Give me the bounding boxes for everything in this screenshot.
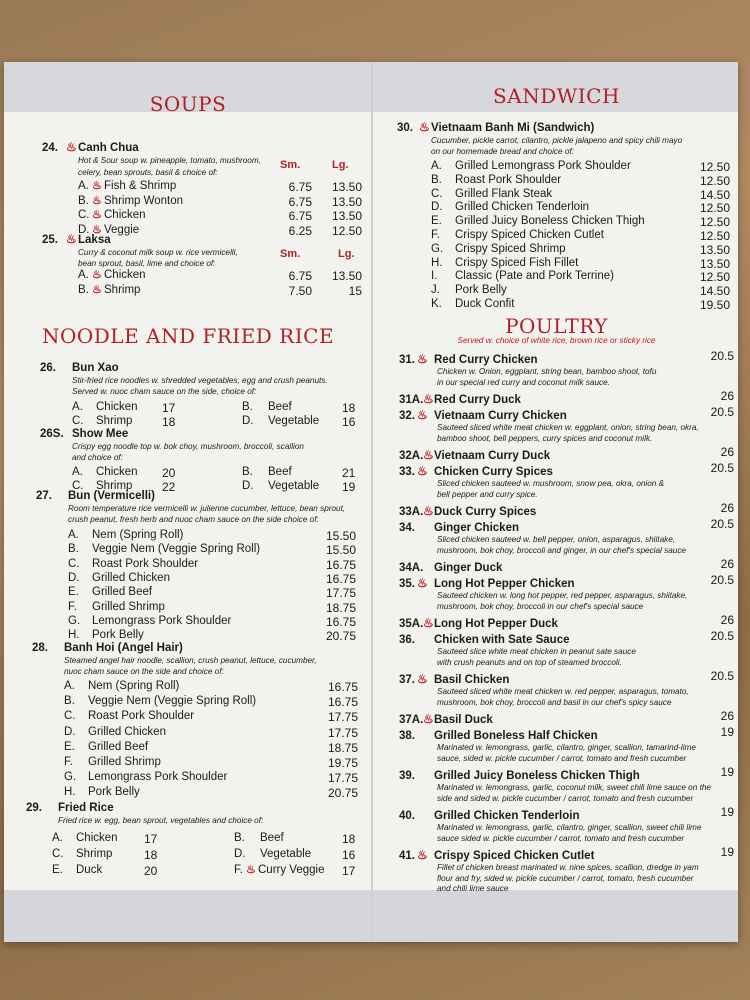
option-letter: B.: [68, 543, 79, 556]
option-name: Chicken: [96, 466, 138, 478]
price-large: 12.50: [331, 223, 362, 238]
item-name: Grilled Boneless Half Chicken: [434, 730, 598, 742]
item-description: and choice of:: [72, 453, 123, 462]
item-name: Vietnaam Banh Mi (Sandwich): [431, 122, 595, 134]
option-name: Roast Pork Shoulder: [92, 557, 199, 570]
item-number: 32.: [399, 410, 415, 422]
item-name: Chicken with Sate Sauce: [434, 634, 570, 646]
item-description: Sliced chicken sauteed w. mushroom, snow pea, okra, onion &: [437, 479, 665, 488]
option-name: Lemongrass Pork Shoulder: [92, 614, 232, 627]
item-description: mushroom, bok choy, broccoli in our chef's special sauce: [437, 601, 644, 611]
noodle-title: NOODLE AND FRIED RICE: [41, 324, 335, 348]
option-letter: C.: [68, 557, 80, 570]
item-description: in our special red curry and coconut milk sauce.: [437, 377, 610, 387]
option-letter: G.: [68, 614, 81, 627]
item-number: 24.: [42, 142, 58, 154]
option-name: Roast Pork Shoulder: [88, 710, 195, 723]
option-letter: E.: [68, 586, 79, 599]
chili-pepper-icon: ♨: [417, 352, 428, 366]
chili-pepper-icon: ♨: [423, 448, 434, 462]
option-name: Shrimp: [104, 284, 141, 296]
option-price: 18: [144, 848, 158, 862]
option-price: 18.75: [327, 740, 358, 755]
item-description: and chili lime sauce: [437, 884, 509, 893]
sandwich-title: SANDWICH: [493, 84, 620, 108]
item-price: 20.5: [710, 629, 734, 643]
option-letter: K.: [431, 298, 442, 310]
option-name: Lemongrass Pork Shoulder: [88, 771, 228, 784]
item-number: 34A.: [399, 562, 424, 574]
item-name: Bun (Vermicelli): [68, 490, 155, 502]
option-price: 17.75: [327, 725, 358, 740]
option-price: 17: [162, 401, 176, 415]
option-letter: B.: [431, 173, 442, 186]
option-name: Vegetable: [268, 415, 320, 427]
option-name: Grilled Juicy Boneless Chicken Thigh: [455, 215, 645, 228]
poultry-subtitle: Served w. choice of white rice, brown rice or sticky rice: [457, 336, 656, 345]
option-letter: G.: [64, 771, 77, 784]
item-price: 20.5: [710, 573, 734, 587]
item-description: Sliced chicken sauteed w. bell pepper, onion, asparagus, shiitake,: [437, 535, 676, 544]
item-description: Hot & Sour soup w. pineapple, tomato, mushroom,: [78, 156, 261, 165]
option-price: 19.75: [327, 756, 358, 770]
option-price: 14.50: [699, 284, 730, 299]
item-number: 33A.: [399, 506, 424, 518]
option-letter: E.: [64, 740, 75, 753]
item-number: 37.: [399, 674, 415, 686]
option-name: Fish & Shrimp: [104, 180, 177, 192]
item-description: sauce, sided w. pickle cucumber / carrot, tomato and fresh cucumber: [437, 753, 687, 763]
option-price: 15.50: [325, 529, 356, 543]
item-name: Red Curry Chicken: [434, 354, 538, 366]
price-small: 7.50: [288, 284, 312, 298]
option-price: 16.75: [325, 557, 356, 572]
option-letter: H.: [64, 786, 76, 799]
item-price: 19: [720, 765, 734, 779]
price-small: 6.75: [288, 269, 312, 283]
item-description: Room temperature rice vermicelli w. julienne cucumber, lettuce, bean sprout,: [68, 504, 346, 513]
item-description: Fried rice w. egg, bean sprout, vegetables and choice of:: [58, 816, 264, 825]
option-name: Roast Pork Shoulder: [455, 173, 562, 186]
item-description: Marinated w. lemongrass, garlic, cilantro, ginger, scallion, tamarind-lime: [437, 743, 696, 752]
price-small: 6.75: [288, 194, 312, 209]
item-description: Sauteed sliced white meat chicken w. eggplant, onion, string bean, okra,: [437, 423, 699, 432]
item-name: Ginger Duck: [434, 562, 503, 574]
menu-page: [4, 62, 738, 942]
option-letter: D.: [64, 725, 76, 738]
item-number: 30.: [397, 122, 413, 134]
option-price: 13.50: [699, 256, 730, 271]
soups-title: SOUPS: [149, 92, 227, 116]
option-price: 21: [342, 466, 356, 480]
option-letter: A.: [72, 466, 83, 478]
option-letter: B.: [234, 832, 245, 844]
price-small: 6.75: [288, 180, 312, 194]
size-small-header: Sm.: [280, 248, 301, 260]
chili-pepper-icon: ♨: [92, 208, 102, 221]
option-price: 15.50: [325, 543, 356, 558]
poultry-title: POULTRY: [505, 314, 608, 338]
option-name: Grilled Chicken: [88, 725, 166, 738]
option-name: Beef: [268, 466, 292, 478]
item-price: 20.5: [710, 349, 734, 363]
item-description: with crush peanuts and on top of steamed broccoli.: [437, 657, 622, 667]
option-name: Chicken: [104, 269, 146, 281]
option-name: Pork Belly: [88, 786, 140, 799]
item-description: Curry & coconut milk soup w. rice vermicelli,: [78, 248, 238, 257]
option-price: 16.75: [325, 571, 356, 586]
option-name: Vegetable: [260, 848, 312, 860]
item-name: Duck Curry Spices: [434, 506, 537, 518]
option-price: 16: [342, 848, 356, 862]
item-description: Fillet of chicken breast marinated w. nine spices, scallion, dredge in yam: [437, 863, 699, 872]
item-price: 20.5: [710, 461, 734, 475]
option-letter: A.: [68, 529, 79, 541]
option-letter: A.: [72, 401, 83, 413]
price-small: 6.75: [288, 209, 312, 223]
option-letter: D.: [431, 201, 443, 214]
option-letter: A.: [78, 269, 89, 281]
item-price: 20.5: [710, 405, 734, 419]
option-price: 17.75: [327, 771, 358, 786]
item-name: Laksa: [78, 234, 111, 246]
option-letter: B.: [242, 401, 253, 413]
option-letter: A.: [52, 832, 63, 844]
item-price: 20.5: [710, 517, 734, 531]
item-name: Chicken Curry Spices: [434, 466, 553, 478]
option-letter: B.: [78, 194, 89, 207]
item-name: Basil Duck: [434, 714, 493, 726]
option-name: Grilled Chicken: [92, 571, 170, 584]
option-name: Beef: [260, 832, 284, 844]
item-description: nuoc cham sauce on the side and choice of:: [64, 667, 224, 676]
item-price: 19: [720, 805, 734, 819]
item-price: 26: [720, 389, 734, 403]
item-description: Marinated w. lemongrass, garlic, cilantro, ginger, scallion, sweet chili lime: [437, 823, 702, 832]
item-description: Sauteed slice white meat chicken in peanut sate sauce: [437, 647, 636, 656]
option-price: 19: [342, 480, 356, 494]
item-description: mushroom, bok choy, broccoli and ginger, in our chef's special sauce: [437, 545, 686, 555]
option-name: Shrimp Wonton: [104, 194, 184, 207]
option-price: 19.50: [699, 298, 730, 312]
option-name: Crispy Spiced Shrimp: [455, 242, 566, 255]
item-name: Long Hot Pepper Duck: [434, 618, 558, 630]
chili-pepper-icon: ♨: [423, 616, 434, 630]
item-description: Marinated w. lemongrass, garlic, coconut milk, sweet chili lime sauce on the: [437, 783, 711, 792]
item-description: Crispy egg noodle top w. bok choy, mushroom, broccoli, scallion: [72, 442, 304, 451]
option-letter: D.: [78, 223, 90, 236]
item-name: Grilled Chicken Tenderloin: [434, 810, 580, 822]
option-letter: D.: [242, 480, 254, 492]
chili-pepper-icon: ♨: [417, 848, 428, 862]
option-letter: C.: [64, 710, 76, 723]
option-name: Chicken: [96, 401, 138, 413]
chili-pepper-icon: ♨: [66, 140, 77, 154]
option-price: 20: [162, 466, 176, 480]
option-price: 16: [342, 415, 356, 429]
item-number: 40.: [399, 810, 415, 822]
option-price: 18: [342, 401, 356, 415]
option-letter: B.: [78, 284, 89, 296]
option-price: 12.50: [699, 160, 730, 174]
item-name: Canh Chua: [78, 142, 139, 154]
item-description: Served w. nuoc cham sauce on the side, choice of:: [72, 387, 257, 396]
option-name: Veggie Nem (Veggie Spring Roll): [92, 543, 261, 556]
item-description: on our homemade bread and choice of:: [431, 147, 574, 156]
option-name: Grilled Beef: [92, 586, 153, 599]
option-name: Grilled Flank Steak: [455, 187, 553, 200]
item-name: Crispy Spiced Chicken Cutlet: [434, 850, 595, 862]
option-name: Shrimp: [76, 848, 113, 860]
option-price: 16.75: [327, 695, 358, 710]
option-name: Chicken: [76, 832, 118, 844]
item-number: 26.: [40, 362, 56, 374]
item-description: crush peanut, fresh herb and nuoc cham sauce on the side choice of:: [68, 515, 319, 524]
option-letter: H.: [68, 629, 80, 642]
option-letter: A.: [64, 680, 75, 692]
item-number: 35.: [399, 578, 415, 590]
option-name: Grilled Chicken Tenderloin: [455, 201, 590, 214]
item-price: 26: [720, 501, 734, 515]
option-name: Grilled Lemongrass Pork Shoulder: [455, 160, 631, 172]
item-name: Banh Hoi (Angel Hair): [64, 642, 183, 654]
chili-pepper-icon: ♨: [423, 504, 434, 518]
option-name: Pork Belly: [455, 284, 507, 297]
item-price: 26: [720, 557, 734, 571]
chili-pepper-icon: ♨: [423, 712, 434, 726]
option-name: Nem (Spring Roll): [88, 680, 180, 692]
item-number: 26S.: [40, 428, 64, 440]
item-price: 26: [720, 709, 734, 723]
item-number: 31.: [399, 354, 415, 366]
option-letter: F.: [431, 229, 440, 241]
item-description: bell pepper and curry spice.: [437, 489, 538, 499]
chili-pepper-icon: ♨: [66, 232, 77, 246]
option-name: Crispy Spiced Fish Fillet: [455, 256, 579, 269]
option-name: Grilled Beef: [88, 740, 149, 753]
item-price: 20.5: [710, 669, 734, 683]
item-name: Bun Xao: [72, 362, 119, 374]
chili-pepper-icon: ♨: [417, 672, 428, 686]
item-description: side and sided w. pickle cucumber / carrot, tomato and fresh cucumber: [437, 793, 694, 803]
chili-pepper-icon: ♨: [92, 283, 102, 296]
item-number: 38.: [399, 730, 415, 742]
item-number: 25.: [42, 234, 58, 246]
option-price: 17: [342, 864, 356, 878]
option-name: Grilled Shrimp: [88, 756, 161, 768]
item-name: Long Hot Pepper Chicken: [434, 578, 575, 590]
item-number: 32A.: [399, 450, 424, 462]
size-large-header: Lg.: [338, 248, 355, 260]
chili-pepper-icon: ♨: [419, 120, 430, 134]
option-price: 18: [342, 832, 356, 846]
item-name: Red Curry Duck: [434, 394, 521, 406]
item-name: Vietnaam Curry Duck: [434, 450, 551, 462]
item-price: 19: [720, 725, 734, 739]
option-letter: B.: [64, 695, 75, 708]
option-letter: G.: [431, 242, 444, 255]
option-price: 16.75: [327, 680, 358, 694]
option-price: 20.75: [325, 629, 356, 644]
item-number: 33.: [399, 466, 415, 478]
option-name: Nem (Spring Roll): [92, 529, 184, 541]
option-letter: F.: [64, 756, 73, 768]
option-name: Classic (Pate and Pork Terrine): [455, 270, 614, 283]
item-number: 34.: [399, 522, 415, 534]
item-description: Steamed angel hair noodle, scallion, crush peanut, lettuce, cucumber,: [64, 656, 317, 665]
option-letter: F.: [234, 864, 243, 876]
item-description: Sauteed chicken w. long hot pepper, red pepper, asparagus, shiitake,: [437, 591, 688, 600]
item-number: 35A.: [399, 618, 424, 630]
option-name: Shrimp: [96, 415, 133, 427]
option-price: 17.75: [327, 710, 358, 725]
price-large: 13.50: [331, 269, 362, 283]
item-number: 27.: [36, 490, 52, 502]
item-number: 41.: [399, 850, 415, 862]
option-name: Duck: [76, 864, 103, 876]
item-description: Chicken w. Onion, eggplant, string bean, bamboo shoot, tofu: [437, 367, 657, 376]
item-name: Ginger Chicken: [434, 522, 519, 534]
option-price: 12.50: [699, 229, 730, 243]
option-letter: E.: [431, 215, 442, 228]
option-name: Shrimp: [96, 480, 133, 492]
option-letter: E.: [52, 864, 63, 876]
price-large: 13.50: [331, 209, 362, 223]
option-price: 20.75: [327, 786, 358, 801]
option-price: 13.50: [699, 242, 730, 257]
option-name: Curry Veggie: [258, 864, 325, 876]
item-price: 19: [720, 845, 734, 859]
option-price: 12.50: [699, 270, 730, 285]
chili-pepper-icon: ♨: [417, 464, 428, 478]
option-letter: C.: [72, 415, 84, 427]
item-description: Sauteed sliced white meat chicken w. red pepper, asparagus, tomato,: [437, 687, 689, 696]
chili-pepper-icon: ♨: [92, 193, 102, 207]
item-description: bamboo shoot, bell peppers, curry spices and coconut milk.: [437, 433, 653, 443]
option-letter: D.: [234, 848, 246, 860]
option-letter: J.: [431, 284, 440, 297]
item-number: 29.: [26, 802, 42, 814]
option-letter: F.: [68, 600, 77, 613]
item-description: flour and fry, sided w. pickle cucumber / carrot, tomato, fresh cucumber: [437, 873, 694, 883]
option-letter: A.: [431, 160, 442, 172]
item-number: 37A.: [399, 714, 424, 726]
option-letter: C.: [78, 209, 90, 221]
option-name: Veggie: [104, 223, 140, 236]
option-price: 12.50: [699, 201, 730, 216]
option-price: 18.75: [325, 600, 356, 615]
option-letter: D.: [242, 415, 254, 427]
chili-pepper-icon: ♨: [92, 268, 102, 281]
item-name: Show Mee: [72, 428, 129, 440]
item-name: Fried Rice: [58, 802, 114, 814]
option-price: 17: [144, 832, 158, 846]
option-name: Crispy Spiced Chicken Cutlet: [455, 229, 604, 241]
item-price: 26: [720, 445, 734, 459]
price-large: 13.50: [331, 194, 362, 209]
option-letter: H.: [431, 256, 443, 269]
page-fold: [371, 62, 373, 942]
option-letter: I.: [431, 270, 438, 283]
chili-pepper-icon: ♨: [417, 576, 428, 590]
item-number: 28.: [32, 642, 48, 654]
item-description: bean sprout, basil, lime and choice of:: [78, 259, 216, 268]
option-name: Veggie Nem (Veggie Spring Roll): [88, 695, 257, 708]
option-price: 14.50: [699, 187, 730, 202]
option-name: Pork Belly: [92, 629, 144, 642]
option-price: 22: [162, 480, 176, 494]
price-large: 13.50: [331, 180, 362, 194]
option-price: 16.75: [325, 614, 356, 629]
option-price: 17.75: [325, 586, 356, 601]
option-letter: C.: [52, 848, 64, 860]
option-price: 20: [144, 864, 158, 878]
option-price: 12.50: [699, 173, 730, 188]
item-price: 26: [720, 613, 734, 627]
chili-pepper-icon: ♨: [246, 863, 256, 876]
option-letter: C.: [72, 480, 84, 492]
chili-pepper-icon: ♨: [417, 408, 428, 422]
chili-pepper-icon: ♨: [92, 222, 102, 236]
option-name: Beef: [268, 401, 292, 413]
chili-pepper-icon: ♨: [92, 179, 102, 192]
option-letter: A.: [78, 180, 89, 192]
chili-pepper-icon: ♨: [423, 392, 434, 406]
option-letter: D.: [68, 571, 80, 584]
item-name: Grilled Juicy Boneless Chicken Thigh: [434, 770, 640, 782]
option-name: Chicken: [104, 209, 146, 221]
item-name: Vietnaam Curry Chicken: [434, 410, 567, 422]
item-description: Stir-fried rice noodles w. shredded vegetables, egg and crush peanuts.: [72, 376, 328, 385]
item-description: mushroom, bok choy, broccoli and basil in our chef's spicy sauce: [437, 697, 672, 707]
option-price: 12.50: [699, 215, 730, 230]
item-number: 39.: [399, 770, 415, 782]
option-letter: B.: [242, 466, 253, 478]
size-large-header: Lg.: [332, 159, 349, 171]
item-description: sauce sided w. pickle cucumber / carrot, tomato and fresh cucumber: [437, 833, 685, 843]
option-name: Duck Confit: [455, 298, 515, 310]
item-number: 31A.: [399, 394, 424, 406]
item-description: Cucumber, pickle carrot, cilantro, pickle jalapeno and spicy chili mayo: [431, 136, 683, 145]
option-letter: C.: [431, 187, 443, 200]
item-number: 36.: [399, 634, 415, 646]
size-small-header: Sm.: [280, 159, 301, 171]
item-description: celery, bean sprouts, basil & choice of:: [78, 168, 218, 177]
item-name: Basil Chicken: [434, 674, 510, 686]
option-name: Grilled Shrimp: [92, 600, 165, 613]
option-price: 18: [162, 415, 176, 429]
price-large: 15: [348, 284, 362, 298]
option-name: Vegetable: [268, 480, 320, 492]
price-small: 6.25: [288, 223, 312, 238]
